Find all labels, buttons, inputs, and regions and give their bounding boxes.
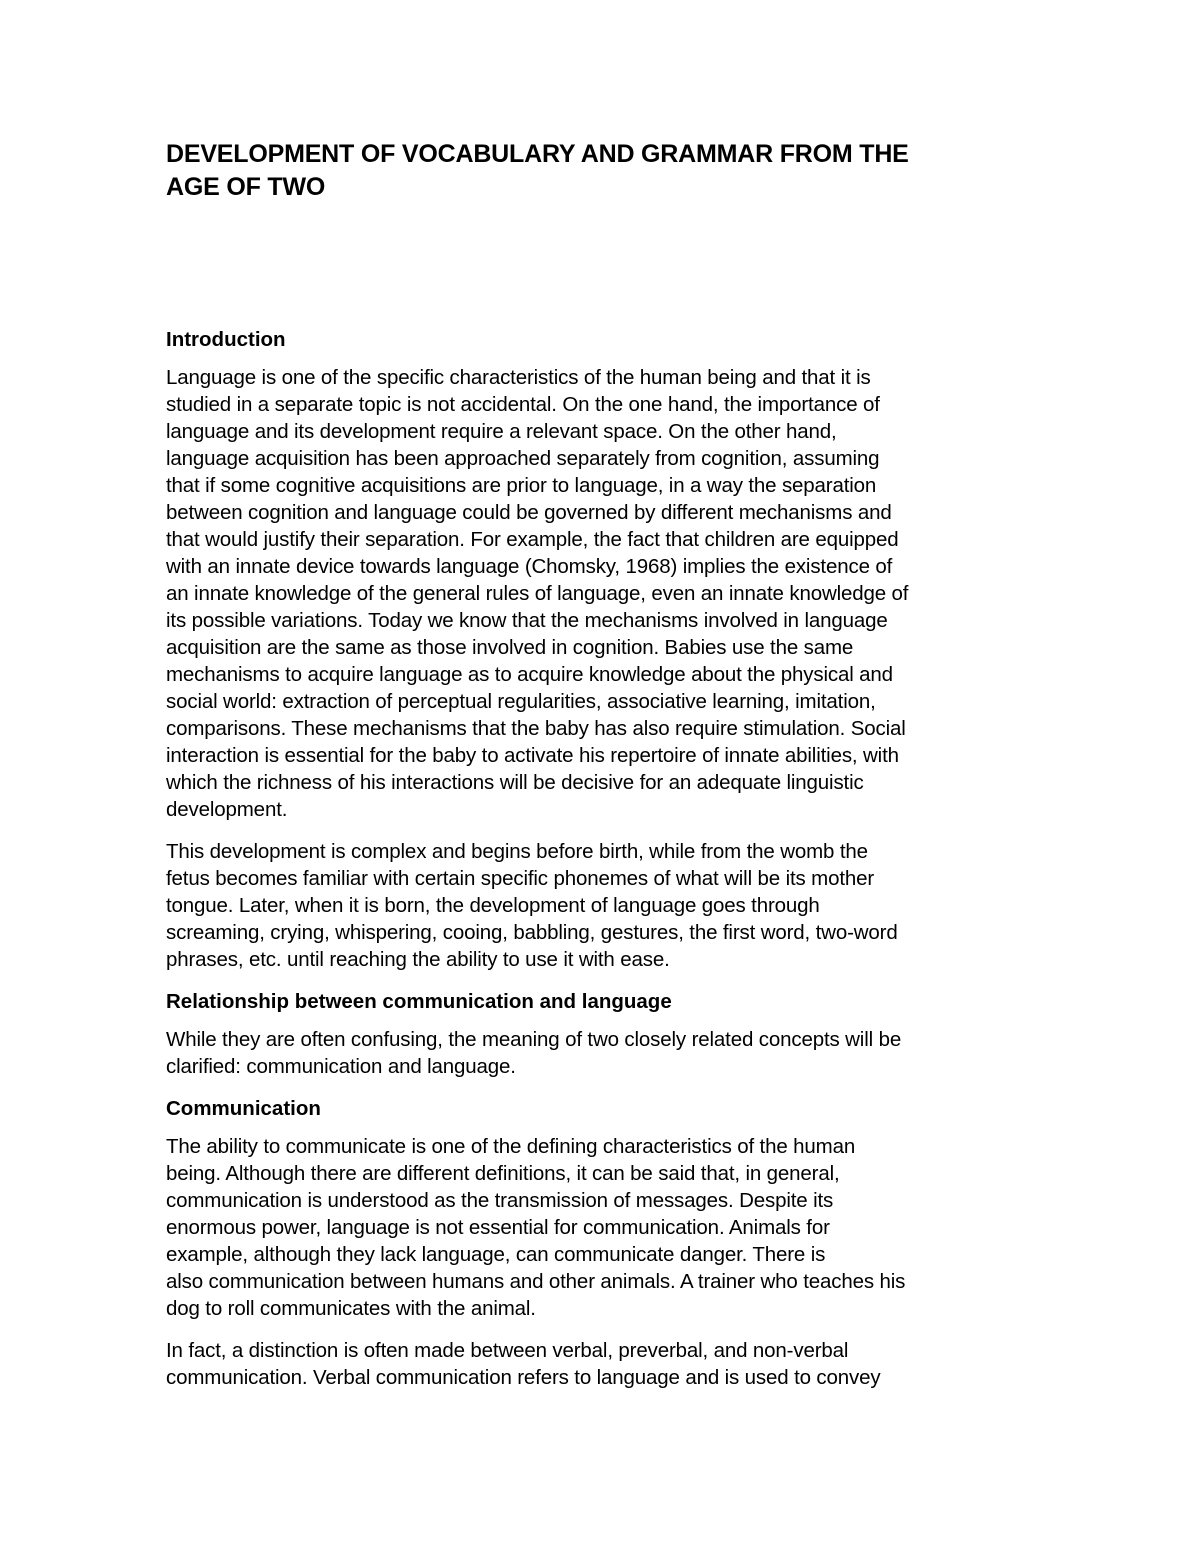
paragraph-communication-1: The ability to communicate is one of the defining characteristics of the human being. Although there are different definitions, it can be said that, in general, communication is understood as the transmission of messages. Despite its enormous power, language is not essential for communication. Animals for example, although they lack language, can communicate danger. There is also communication between humans and other animals. A trainer who teaches his dog to roll communicates with the animal.: [166, 1135, 906, 1320]
document-page: [166, 138, 1046, 1391]
paragraph-relationship-1: While they are often confusing, the meaning of two closely related concepts will be clarified: communication and language.: [166, 1028, 902, 1078]
section-heading-communication: Communication: [166, 1097, 321, 1120]
section-heading-introduction: Introduction: [166, 328, 286, 351]
paragraph-communication-2: In fact, a distinction is often made between verbal, preverbal, and non-verbal communication. Verbal communication refers to language and is used to convey: [166, 1339, 881, 1389]
paragraph-introduction-1: Language is one of the specific characteristics of the human being and that it is studied in a separate topic is not accidental. On the one hand, the importance of language and its development require a relevant space. On the other hand, language acquisition has been approached separately from cognition, assuming that if some cognitive acquisitions are prior to language, in a way the separation between cognition and language could be governed by different mechanisms and that would justify their separation. For example, the fact that children are equipped with an innate device towards language (Chomsky, 1968) implies the existence of an innate knowledge of the general rules of language, even an innate knowledge of its possible variations. Today we know that the mechanisms involved in language acquisition are the same as those involved in cognition. Babies use the same mechanisms to acquire language as to acquire knowledge about the physical and social world: extraction of perceptual regularities, associative learning, imitation, comparisons. These mechanisms that the baby has also require stimulation. Social interaction is essential for the baby to activate his repertoire of innate abilities, with which the richness of his interactions will be decisive for an adequate linguistic development.: [166, 366, 909, 821]
section-heading-relationship: Relationship between communication and language: [166, 990, 672, 1013]
document-title: DEVELOPMENT OF VOCABULARY AND GRAMMAR FROM THE AGE OF TWO: [166, 140, 909, 201]
paragraph-introduction-2: This development is complex and begins before birth, while from the womb the fetus becomes familiar with certain specific phonemes of what will be its mother tongue. Later, when it is born, the development of language goes through screaming, crying, whispering, cooing, babbling, gestures, the first word, two-word phrases, etc. until reaching the ability to use it with ease.: [166, 840, 898, 971]
